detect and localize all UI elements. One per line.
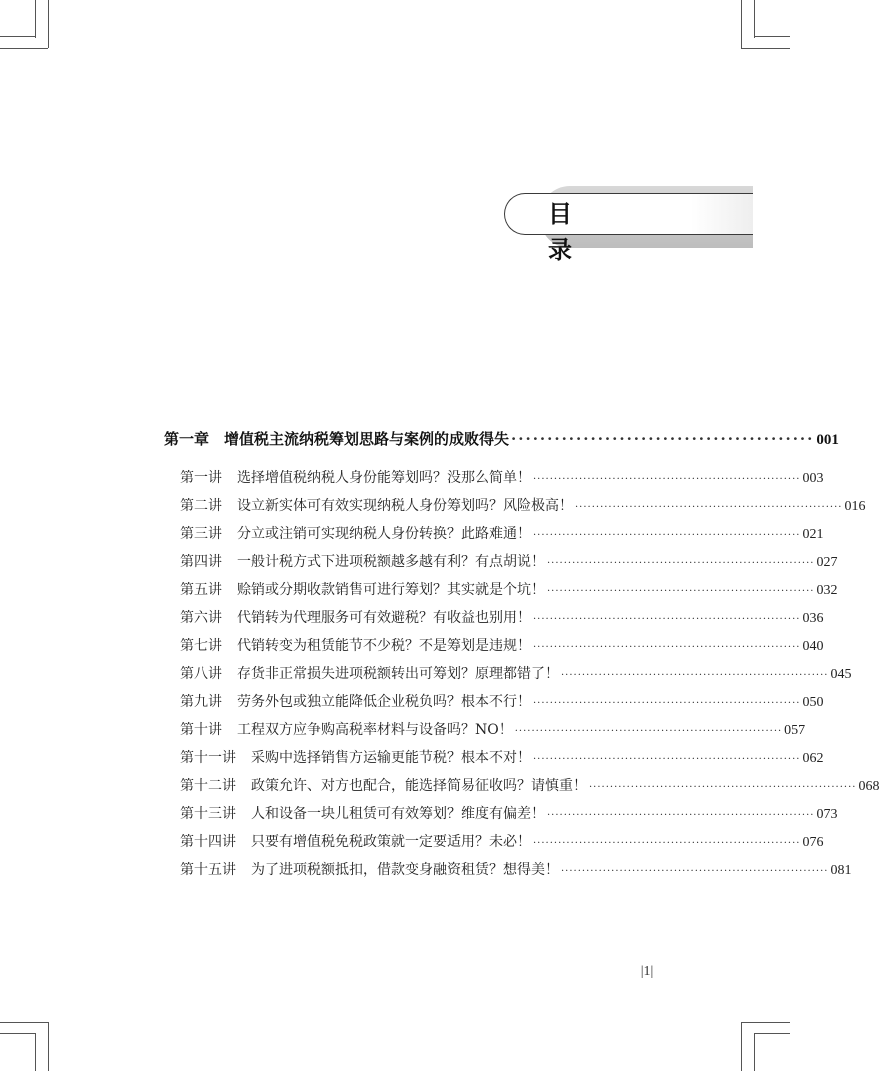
- lecture-number: 第九讲: [180, 694, 222, 710]
- toc-entry[interactable]: [180, 607, 824, 627]
- lecture-title: 只要有增值税免税政策就一定要适用？未必！: [251, 834, 531, 850]
- dot-leader: ································································: [533, 614, 801, 625]
- lecture-title: 存货非正常损失进项税额转出可筹划？原理都错了！: [237, 666, 559, 682]
- dot-leader: ································································: [533, 474, 801, 485]
- dot-leader: ································································: [533, 642, 801, 653]
- lecture-page-number: 062: [802, 751, 824, 766]
- toc-entry[interactable]: [180, 831, 824, 851]
- dot-leader: ································································: [547, 810, 815, 821]
- dot-leader: ································································: [533, 838, 801, 849]
- chapter-title: 增值税主流纳税筹划思路与案例的成败得失: [224, 430, 510, 448]
- lecture-number: 第十五讲: [180, 862, 236, 878]
- toc-chapter-entry[interactable]: [164, 428, 839, 450]
- toc-entry[interactable]: [180, 523, 824, 543]
- lecture-number: 第一讲: [180, 470, 222, 486]
- lecture-title: 分立或注销可实现纳税人身份转换？此路难通！: [237, 526, 531, 542]
- lecture-title: 选择增值税纳税人身份能筹划吗？没那么简单！: [237, 470, 531, 486]
- lecture-page-number: 040: [802, 639, 824, 654]
- lecture-page-number: 032: [816, 583, 838, 598]
- dot-leader: ································································: [514, 726, 783, 737]
- lecture-title: 设立新实体可有效实现纳税人身份筹划吗？风险极高！: [237, 498, 573, 514]
- lecture-page-number: 073: [816, 807, 838, 822]
- lecture-number: 第七讲: [180, 638, 222, 654]
- dot-leader: ································································: [547, 558, 815, 569]
- lecture-number: 第八讲: [180, 666, 222, 682]
- toc-entry[interactable]: [180, 747, 824, 767]
- lecture-number: 第十三讲: [180, 806, 236, 822]
- lecture-page-number: 003: [802, 471, 824, 486]
- dot-leader: ································································: [575, 502, 843, 513]
- lecture-number: 第十讲: [180, 722, 222, 738]
- lecture-title: 代销转变为租赁能节不少税？不是筹划是违规！: [237, 638, 531, 654]
- toc-entry[interactable]: [180, 635, 824, 655]
- lecture-title: 为了进项税额抵扣，借款变身融资租赁？想得美！: [251, 862, 559, 878]
- lecture-title: 代销转为代理服务可有效避税？有收益也别用！: [237, 610, 531, 626]
- lecture-title: 一般计税方式下进项税额越多越有利？有点胡说！: [237, 554, 545, 570]
- lecture-number: 第六讲: [180, 610, 222, 626]
- dot-leader: ··········································: [511, 430, 815, 448]
- lecture-page-number: 045: [830, 667, 852, 682]
- lecture-page-number: 036: [802, 611, 824, 626]
- chapter-page-number: 001: [816, 432, 839, 448]
- lecture-page-number: 016: [844, 499, 866, 514]
- dot-leader: ································································: [533, 698, 801, 709]
- lecture-title: 采购中选择销售方运输更能节税？根本不对！: [251, 750, 531, 766]
- toc-entry[interactable]: [180, 579, 838, 599]
- lecture-title: 人和设备一块儿租赁可有效筹划？维度有偏差！: [251, 806, 545, 822]
- lecture-number: 第四讲: [180, 554, 222, 570]
- lecture-number: 第五讲: [180, 582, 222, 598]
- chapter-number: 第一章: [164, 430, 210, 448]
- toc-entry[interactable]: [180, 719, 806, 739]
- lecture-number: 第二讲: [180, 498, 222, 514]
- lecture-title: 赊销或分期收款销售可进行筹划？其实就是个坑！: [237, 582, 545, 598]
- dot-leader: ································································: [547, 586, 815, 597]
- lecture-page-number: 021: [802, 527, 824, 542]
- dot-leader: ································································: [533, 530, 801, 541]
- toc-entry[interactable]: [180, 495, 866, 515]
- lecture-page-number: 068: [858, 779, 879, 794]
- toc-entry[interactable]: [180, 775, 879, 795]
- lecture-title: 劳务外包或独立能降低企业税负吗？根本不行！: [237, 694, 531, 710]
- toc-entry[interactable]: [180, 467, 824, 487]
- lecture-number: 第十四讲: [180, 834, 236, 850]
- lecture-page-number: 081: [830, 863, 852, 878]
- page-folio: |1|: [640, 964, 654, 979]
- lecture-page-number: 076: [802, 835, 824, 850]
- lecture-page-number: 027: [816, 555, 838, 570]
- page-title: 目 录: [548, 200, 594, 264]
- lecture-title: 政策允许、对方也配合，能选择简易征收吗？请慎重！: [251, 778, 587, 794]
- lecture-number: 第十二讲: [180, 778, 236, 794]
- lecture-title: 工程双方应争购高税率材料与设备吗？NO！: [237, 722, 513, 738]
- lecture-number: 第三讲: [180, 526, 222, 542]
- toc-entry[interactable]: [180, 803, 838, 823]
- toc-entry[interactable]: [180, 663, 852, 683]
- lecture-number: 第十一讲: [180, 750, 236, 766]
- dot-leader: ································································: [589, 782, 857, 793]
- toc-entry[interactable]: [180, 551, 838, 571]
- dot-leader: ································································: [561, 866, 829, 877]
- toc-entry[interactable]: [180, 691, 824, 711]
- toc-entry[interactable]: [180, 859, 852, 879]
- dot-leader: ································································: [561, 670, 829, 681]
- lecture-page-number: 057: [784, 723, 806, 738]
- dot-leader: ································································: [533, 754, 801, 765]
- lecture-page-number: 050: [802, 695, 824, 710]
